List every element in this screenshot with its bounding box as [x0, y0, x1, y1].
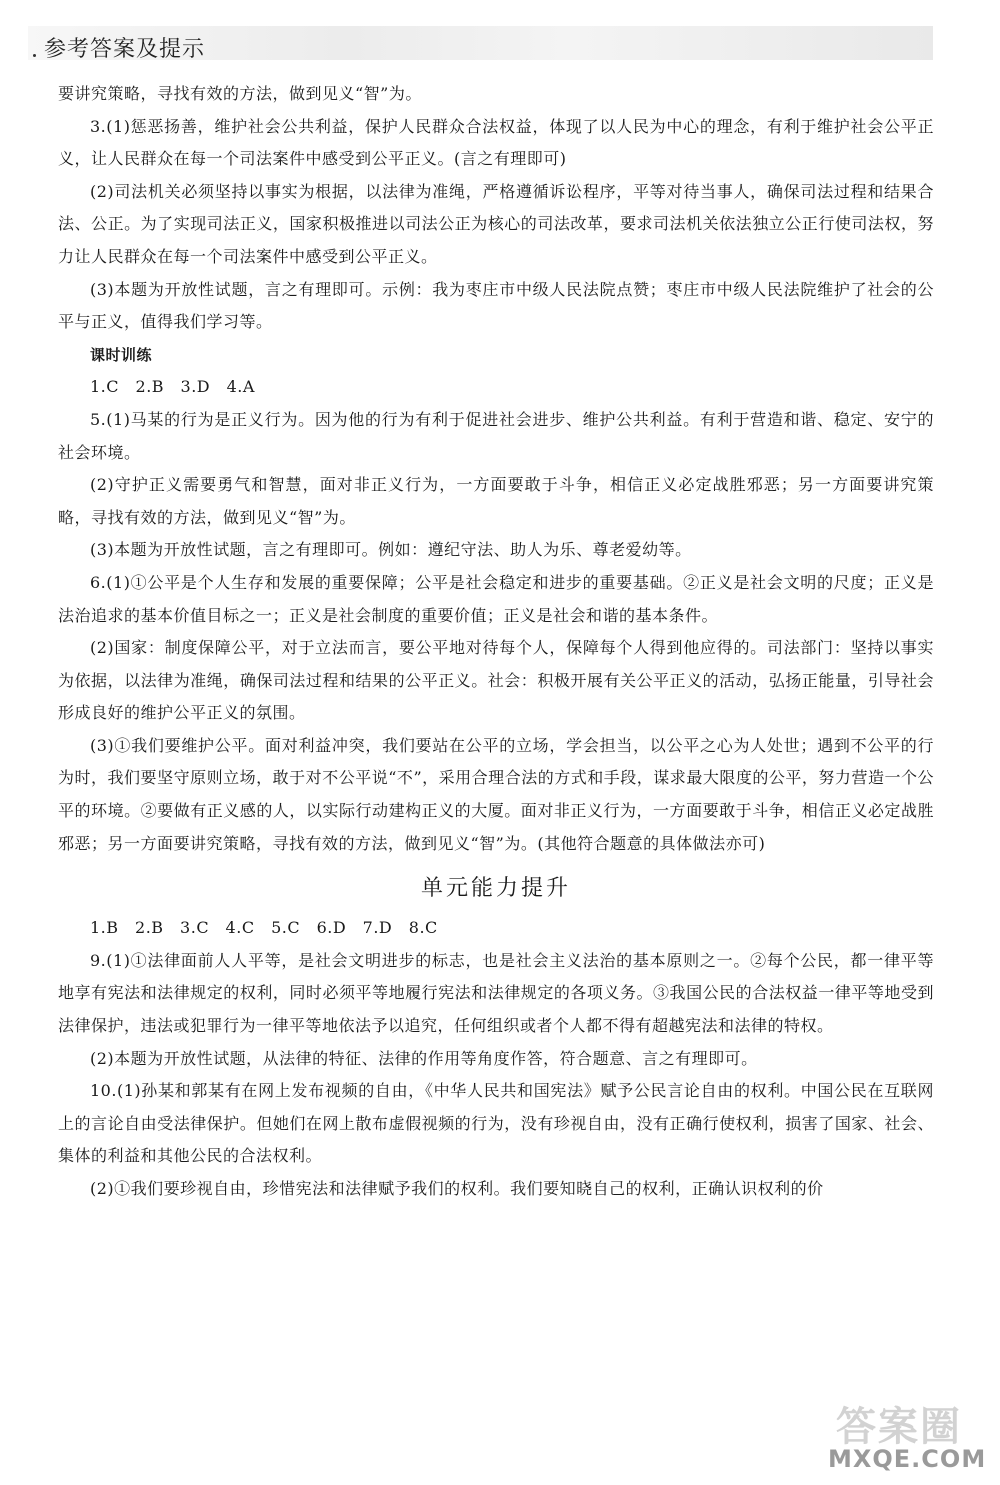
site-watermark	[816, 1395, 992, 1475]
watermark-logo-text: 答案圈	[836, 1404, 962, 1450]
paragraph-q5-1: 5.(1)马某的行为是正义行为。因为他的行为有利于促进社会进步、维护公共利益。有利于营造和谐、稳定、安宁的社会环境。	[58, 409, 934, 462]
watermark-url: MXQE.COM	[828, 1445, 987, 1473]
paragraph-q6-3: (3)①我们要维护公平。面对利益冲突，我们要站在公平的立场，学会担当，以公平之心为人处世；遇到不公平的行为时，我们要坚守原则立场，敢于对不公平说“不”，采用合理合法的方式和手段，谋求最大限度的公平，努力营造一个公平的环境。②要做有正义感的人，以实际行动建构正义的大厦。面对非正义行为，一方面要敢于斗争，相信正义必定战胜邪恶；另一方面要讲究策略，寻找有效的方法，做到见义“智”为。(其他符合题意的具体做法亦可)	[58, 735, 934, 853]
paragraph-q10-2: (2)①我们要珍视自由，珍惜宪法和法律赋予我们的权利。我们要知晓自己的权利，正确认识权利的价	[90, 1179, 824, 1198]
paragraph-q6-2: (2)国家：制度保障公平，对于立法而言，要公平地对待每个人，保障每个人得到他应得的。司法部门：坚持以事实为依据，以法律为准绳，确保司法过程和结果的公平正义。社会：积极开展有关公平正义的活动，弘扬正能量，引导社会形成良好的维护公平正义的氛围。	[58, 638, 934, 723]
paragraph-q9-2: (2)本题为开放性试题，从法律的特征、法律的作用等角度作答，符合题意、言之有理即可。	[90, 1048, 758, 1068]
header-bullet	[33, 54, 36, 57]
unit-title: 单元能力提升	[420, 876, 571, 902]
paragraph-q6-1: 6.(1)①公平是个人生存和发展的重要保障；公平是社会稳定和进步的重要基础。②正义是社会文明的尺度；正义是法治追求的基本价值目标之一；正义是社会制度的重要价值；正义是社会和谐的基本条件。	[58, 572, 934, 625]
paragraph-q3-3: (3)本题为开放性试题，言之有理即可。示例：我为枣庄市中级人民法院点赞；枣庄市中级人民法院维护了社会的公平与正义，值得我们学习等。	[58, 279, 934, 332]
choice-answers-lesson: 1.C 2.B 3.D 4.A	[90, 377, 255, 397]
paragraph-q9-1: 9.(1)①法律面前人人平等，是社会文明进步的标志，也是社会主义法治的基本原则之一。②每个公民，都一律平等地享有宪法和法律规定的权利，同时必须平等地履行宪法和法律规定的各项义务。③我国公民的合法权益一律平等地受到法律保护，违法或犯罪行为一律平等地依法予以追究，任何组织或者个人都不得有超越宪法和法律的特权。	[58, 950, 934, 1036]
paragraph-continuation: 要讲究策略，寻找有效的方法，做到见义“智”为。	[58, 84, 422, 103]
choice-answers-unit: 1.B 2.B 3.C 4.C 5.C 6.D 7.D 8.C	[90, 918, 438, 938]
paragraph-q5-2: (2)守护正义需要勇气和智慧，面对非正义行为，一方面要敢于斗争，相信正义必定战胜邪恶；另一方面要讲究策略，寻找有效的方法，做到见义“智”为。	[58, 475, 934, 527]
paragraph-q10-1: 10.(1)孙某和郭某有在网上发布视频的自由，《中华人民共和国宪法》赋予公民言论自由的权利。中国公民在互联网上的言论自由受法律保护。但她们在网上散布虚假视频的行为，没有珍视自由，没有正确行使权利，损害了国家、社会、集体的利益和其他公民的合法权利。	[58, 1081, 934, 1166]
answer-content	[58, 78, 934, 1206]
paragraph-q3-1: 3.(1)惩恶扬善，维护社会公共利益，保护人民群众合法权益，体现了以人民为中心的理念，有利于维护社会公平正义，让人民群众在每一个司法案件中感受到公平正义。(言之有理即可)	[58, 116, 934, 169]
paragraph-q5-3: (3)本题为开放性试题，言之有理即可。例如：遵纪守法、助人为乐、尊老爱幼等。	[90, 540, 692, 560]
paragraph-q3-2: (2)司法机关必须坚持以事实为根据，以法律为准绳，严格遵循诉讼程序，平等对待当事人，确保司法过程和结果合法、公正。为了实现司法正义，国家积极推进以司法公正为核心的司法改革，要求司法机关依法独立公正行使司法权，努力让人民群众在每一个司法案件中感受到公平正义。	[58, 181, 934, 266]
section-heading-lesson-training: 课时训练	[90, 345, 153, 364]
page-header-title: 参考答案及提示	[44, 37, 206, 62]
